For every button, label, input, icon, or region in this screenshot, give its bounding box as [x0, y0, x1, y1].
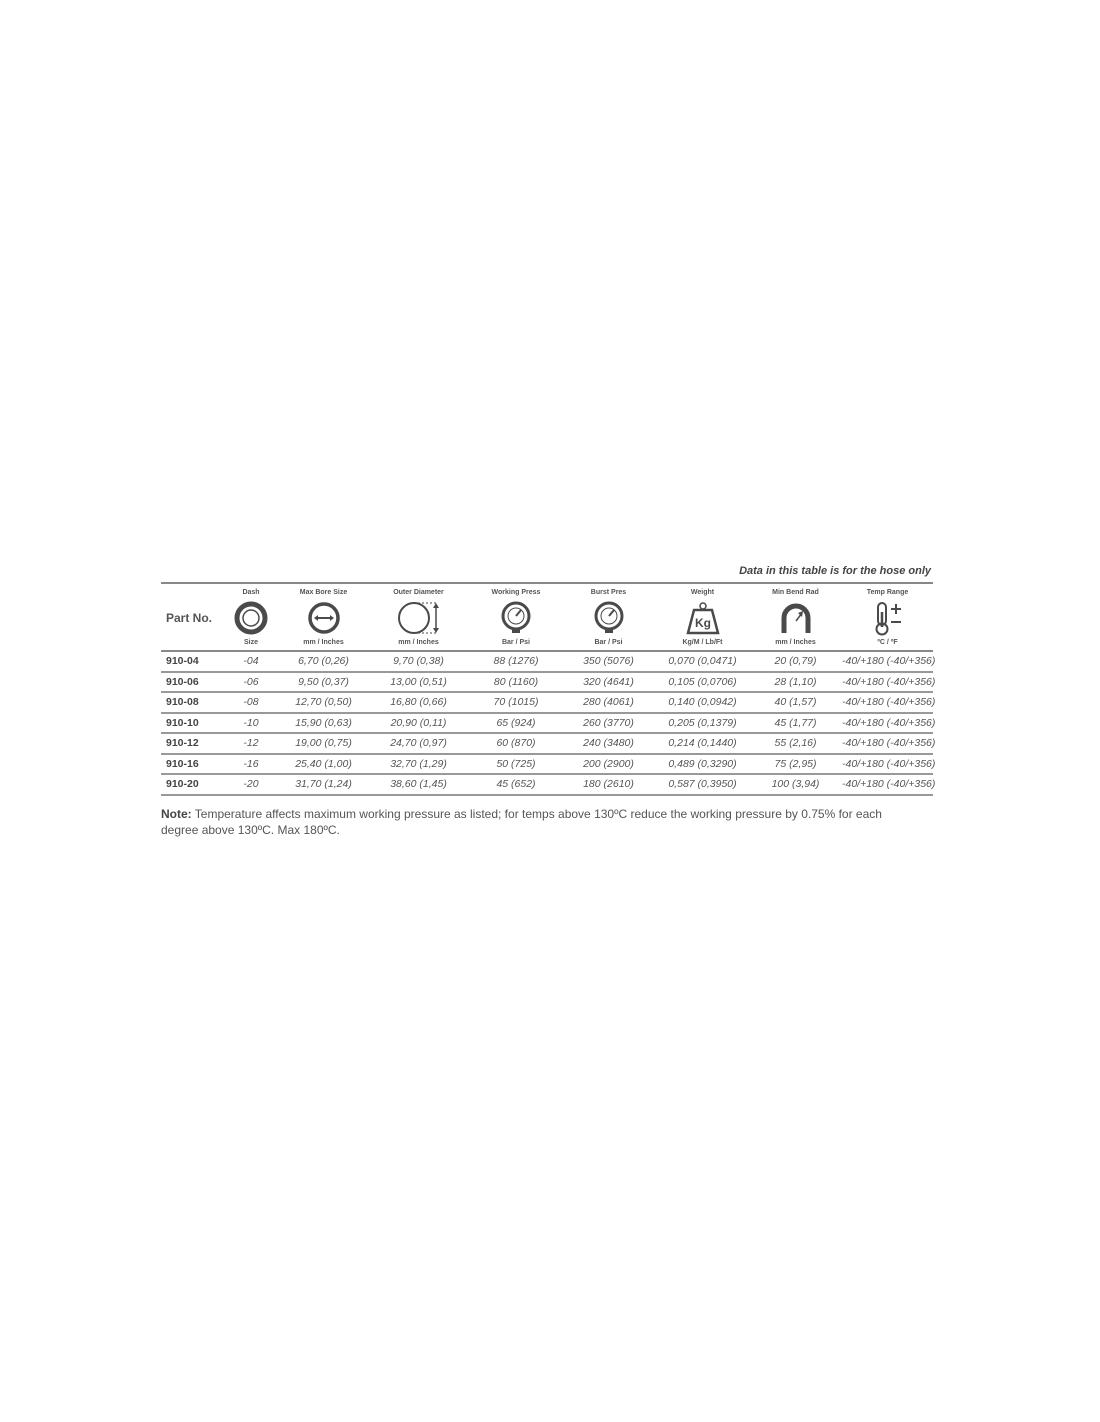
cell-outer-diameter: 32,70 (1,29) — [390, 757, 447, 770]
table-row — [161, 652, 936, 673]
cell-working-press: 65 (924) — [496, 716, 536, 729]
cell-min-bend-rad: 40 (1,57) — [774, 696, 817, 709]
cell-min-bend-rad: 55 (2,16) — [774, 737, 817, 750]
cell-weight: 0,214 (0,1440) — [668, 737, 737, 750]
weight-kg-icon-text: Kg — [694, 615, 711, 630]
cell-weight: 0,105 (0,0706) — [668, 675, 737, 688]
cell-dash: -10 — [243, 716, 259, 729]
cell-min-bend-rad: 75 (2,95) — [774, 757, 817, 770]
cell-temp-range: -40/+180 (-40/+356) — [842, 757, 936, 770]
header-temp-range-unit: ºC / ºF — [877, 639, 898, 646]
cell-weight: 0,070 (0,0471) — [668, 655, 737, 668]
bore-arrow-icon — [307, 601, 341, 635]
weight-kg-icon — [685, 601, 721, 635]
cell-weight: 0,140 (0,0942) — [668, 696, 737, 709]
header-max-bore-unit: mm / Inches — [303, 639, 344, 646]
header-working-press-unit: Bar / Psi — [501, 639, 530, 646]
cell-temp-range: -40/+180 (-40/+356) — [842, 778, 936, 791]
cell-max-bore: 6,70 (0,26) — [298, 655, 349, 668]
header-outer-diameter — [366, 584, 471, 650]
pressure-gauge-icon — [499, 601, 533, 635]
header-temp-range — [842, 584, 933, 650]
cell-part-no: 910-12 — [166, 737, 199, 750]
cell-max-bore: 25,40 (1,00) — [295, 757, 352, 770]
cell-outer-diameter: 20,90 (0,11) — [390, 716, 447, 729]
header-dash-title: Dash — [242, 589, 260, 596]
header-max-bore — [281, 584, 366, 650]
cell-outer-diameter: 13,00 (0,51) — [390, 675, 447, 688]
cell-max-bore: 19,00 (0,75) — [295, 737, 352, 750]
cell-burst-pres: 240 (3480) — [583, 737, 634, 750]
cell-dash: -12 — [243, 737, 259, 750]
cell-burst-pres: 350 (5076) — [583, 655, 634, 668]
header-weight — [656, 584, 749, 650]
table-row — [161, 734, 936, 755]
header-burst-pres — [561, 584, 656, 650]
header-working-press-title: Working Press — [491, 589, 541, 596]
table-row — [161, 775, 936, 796]
cell-max-bore: 9,50 (0,37) — [298, 675, 349, 688]
header-burst-pres-unit: Bar / Psi — [594, 639, 623, 646]
dash-size-ring-icon — [234, 601, 268, 635]
cell-weight: 0,489 (0,3290) — [668, 757, 737, 770]
hose-spec-sheet — [161, 560, 936, 838]
cell-weight: 0,205 (0,1379) — [668, 716, 737, 729]
cell-outer-diameter: 9,70 (0,38) — [393, 655, 444, 668]
outer-diameter-icon — [396, 600, 442, 636]
thermometer-icon — [870, 600, 906, 636]
footnote-text: Temperature affects maximum working pressure as listed; for temps above 130ºC reduce the working pressure by 0.75% for each degree above 130ºC. Max 180ºC. — [161, 806, 882, 837]
cell-max-bore: 12,70 (0,50) — [295, 696, 352, 709]
cell-part-no: 910-04 — [166, 655, 199, 668]
header-dash — [221, 584, 281, 650]
bend-radius-icon — [778, 601, 814, 635]
header-weight-title: Weight — [690, 589, 715, 596]
header-min-bend-rad-title: Min Bend Rad — [772, 589, 819, 596]
cell-min-bend-rad: 20 (0,79) — [774, 655, 817, 668]
header-burst-pres-title: Burst Pres — [590, 589, 627, 596]
header-max-bore-title: Max Bore Size — [299, 589, 348, 596]
cell-outer-diameter: 24,70 (0,97) — [390, 737, 447, 750]
cell-temp-range: -40/+180 (-40/+356) — [842, 737, 936, 750]
cell-working-press: 80 (1160) — [493, 675, 539, 688]
cell-burst-pres: 320 (4641) — [583, 675, 634, 688]
table-row — [161, 714, 936, 735]
footnote-label: Note: — [161, 806, 192, 821]
cell-weight: 0,587 (0,3950) — [668, 778, 737, 791]
cell-dash: -08 — [243, 696, 259, 709]
cell-part-no: 910-06 — [166, 675, 199, 688]
header-weight-unit: Kg/M / Lb/Ft — [682, 639, 723, 646]
cell-temp-range: -40/+180 (-40/+356) — [842, 696, 936, 709]
cell-burst-pres: 280 (4061) — [583, 696, 634, 709]
cell-working-press: 50 (725) — [496, 757, 536, 770]
cell-part-no: 910-16 — [166, 757, 199, 770]
table-body — [161, 652, 936, 796]
cell-outer-diameter: 16,80 (0,66) — [390, 696, 447, 709]
table-row — [161, 755, 936, 776]
burst-gauge-icon — [592, 601, 626, 635]
table-row — [161, 693, 936, 714]
cell-temp-range: -40/+180 (-40/+356) — [842, 675, 936, 688]
cell-max-bore: 15,90 (0,63) — [295, 716, 352, 729]
cell-part-no: 910-08 — [166, 696, 199, 709]
cell-dash: -06 — [243, 675, 259, 688]
footnote — [161, 806, 901, 838]
cell-min-bend-rad: 100 (3,94) — [771, 778, 820, 791]
cell-dash: -20 — [243, 778, 259, 791]
header-min-bend-rad — [749, 584, 842, 650]
cell-temp-range: -40/+180 (-40/+356) — [842, 655, 936, 668]
header-min-bend-rad-unit: mm / Inches — [775, 639, 816, 646]
cell-burst-pres: 200 (2900) — [583, 757, 634, 770]
header-outer-diameter-unit: mm / Inches — [398, 639, 439, 646]
table-row — [161, 673, 936, 694]
header-dash-unit: Size — [243, 639, 258, 646]
header-outer-diameter-title: Outer Diameter — [393, 589, 444, 596]
cell-min-bend-rad: 28 (1,10) — [774, 675, 817, 688]
header-part-no: Part No. — [166, 610, 213, 625]
cell-max-bore: 31,70 (1,24) — [295, 778, 352, 791]
cell-burst-pres: 260 (3770) — [583, 716, 634, 729]
header-working-press — [471, 584, 561, 650]
cell-working-press: 60 (870) — [496, 737, 536, 750]
cell-burst-pres: 180 (2610) — [583, 778, 634, 791]
cell-outer-diameter: 38,60 (1,45) — [390, 778, 447, 791]
cell-part-no: 910-10 — [166, 716, 199, 729]
header-temp-range-title: Temp Range — [866, 589, 909, 596]
cell-dash: -04 — [243, 655, 259, 668]
table-header — [161, 584, 933, 652]
cell-dash: -16 — [243, 757, 259, 770]
cell-working-press: 70 (1015) — [493, 696, 539, 709]
cell-min-bend-rad: 45 (1,77) — [774, 716, 817, 729]
table-caption: Data in this table is for the hose only — [739, 565, 931, 577]
cell-temp-range: -40/+180 (-40/+356) — [842, 716, 936, 729]
cell-working-press: 88 (1276) — [493, 655, 539, 668]
cell-working-press: 45 (652) — [496, 778, 536, 791]
cell-part-no: 910-20 — [166, 778, 199, 791]
